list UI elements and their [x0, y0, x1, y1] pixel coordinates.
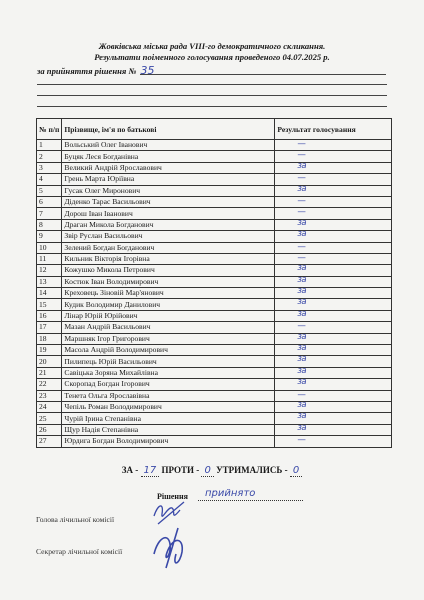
- deputy-name: Дорош Іван Іванович: [62, 208, 275, 219]
- deputy-name: Великий Андрій Ярославович: [62, 162, 275, 173]
- row-number: 7: [37, 208, 62, 219]
- row-number: 1: [37, 140, 62, 151]
- vote-result-cell: [275, 356, 392, 367]
- row-number: 3: [37, 162, 62, 173]
- vote-result-cell: [275, 162, 392, 173]
- table-row: [37, 242, 392, 253]
- row-number: 12: [37, 265, 62, 276]
- table-row: [37, 356, 392, 367]
- row-number: 20: [37, 356, 62, 367]
- for-count: 17: [141, 465, 160, 477]
- table-row: [37, 333, 392, 344]
- table-row: [37, 276, 392, 287]
- vote-mark: за: [297, 287, 307, 297]
- vote-mark: за: [297, 230, 307, 240]
- deputy-name: Юрдига Богдан Володимирович: [62, 436, 275, 447]
- deputy-name: Звір Руслан Васильович: [62, 231, 275, 242]
- table-row: [37, 424, 392, 435]
- vote-result-cell: [275, 208, 392, 219]
- table-header-row: [37, 119, 392, 140]
- vote-mark: за: [297, 162, 307, 171]
- vote-result-cell: [275, 288, 392, 299]
- vote-result-cell: [275, 379, 392, 390]
- voting-date-title: Результати поіменного голосування проведеного 04.07.2025 р.: [94, 52, 330, 62]
- row-number: 16: [37, 310, 62, 321]
- vote-totals: [0, 465, 424, 476]
- deputy-name: Грень Марта Юріївна: [62, 174, 275, 185]
- table-row: [37, 208, 392, 219]
- col-number-header: № п/п: [37, 119, 62, 140]
- vote-mark: —: [297, 253, 306, 263]
- vote-result-cell: [275, 413, 392, 424]
- row-number: 11: [37, 253, 62, 264]
- table-row: [37, 367, 392, 378]
- deputy-name: Кудик Володимир Данилович: [62, 299, 275, 310]
- vote-result-cell: [275, 185, 392, 196]
- table-row: [37, 436, 392, 447]
- decision-label: Рішення: [157, 492, 188, 501]
- table-row: [37, 288, 392, 299]
- decision-dotted-line: [198, 500, 303, 501]
- row-number: 2: [37, 151, 62, 162]
- deputy-name: Гусак Олег Миронович: [62, 185, 275, 196]
- deputy-name: Костюк Іван Володимирович: [62, 276, 275, 287]
- table-row: [37, 299, 392, 310]
- vote-result-cell: [275, 333, 392, 344]
- deputy-name: Зелений Богдан Богданович: [62, 242, 275, 253]
- decision-result: прийнято: [205, 488, 256, 499]
- vote-mark: —: [297, 435, 306, 446]
- row-number: 4: [37, 174, 62, 185]
- council-title: Жовківська міська рада VIII-го демократичного скликання.: [98, 41, 326, 51]
- vote-mark: за: [297, 310, 307, 319]
- vote-result-cell: [275, 367, 392, 378]
- vote-result-cell: [275, 196, 392, 207]
- row-number: 27: [37, 436, 62, 447]
- vote-mark: за: [297, 367, 307, 376]
- vote-mark: за: [297, 424, 307, 433]
- vote-result-cell: [275, 401, 392, 412]
- vote-mark: за: [297, 298, 307, 308]
- vote-mark: —: [297, 139, 306, 149]
- row-number: 18: [37, 333, 62, 344]
- vote-mark: за: [297, 219, 307, 228]
- deputy-name: Тенета Ольга Ярославівна: [62, 390, 275, 401]
- deputy-name: Креховець Зіновій Мар'янович: [62, 288, 275, 299]
- vote-result-cell: [275, 242, 392, 253]
- vote-result-cell: [275, 253, 392, 264]
- table-row: [37, 265, 392, 276]
- vote-result-cell: [275, 151, 392, 162]
- deputy-name: Масола Андрій Володимирович: [62, 345, 275, 356]
- blank-line: [37, 106, 387, 107]
- row-number: 14: [37, 288, 62, 299]
- table-row: [37, 310, 392, 321]
- row-number: 6: [37, 196, 62, 207]
- vote-mark: —: [297, 207, 306, 218]
- vote-mark: —: [297, 390, 306, 400]
- vote-mark: —: [297, 196, 306, 206]
- row-number: 9: [37, 231, 62, 242]
- vote-result-cell: [275, 345, 392, 356]
- vote-result-cell: [275, 390, 392, 401]
- row-number: 26: [37, 424, 62, 435]
- blank-line: [37, 84, 387, 85]
- vote-mark: за: [297, 276, 307, 285]
- deputy-name: Драган Микола Богданович: [62, 219, 275, 230]
- table-row: [37, 140, 392, 151]
- voting-table: [36, 118, 392, 448]
- table-row: [37, 401, 392, 412]
- vote-mark: за: [297, 378, 307, 388]
- vote-mark: —: [297, 173, 306, 184]
- decision-number: 35: [140, 64, 155, 77]
- decision-underline: [140, 74, 386, 75]
- vote-result-cell: [275, 424, 392, 435]
- deputy-name: Мазан Андрій Васильович: [62, 322, 275, 333]
- row-number: 10: [37, 242, 62, 253]
- vote-result-cell: [275, 299, 392, 310]
- row-number: 22: [37, 379, 62, 390]
- decision-number-line: [37, 64, 154, 77]
- against-count: 0: [201, 465, 213, 477]
- deputy-name: Пилипець Юрій Васильович: [62, 356, 275, 367]
- row-number: 19: [37, 345, 62, 356]
- vote-mark: —: [297, 242, 306, 252]
- table-row: [37, 185, 392, 196]
- row-number: 23: [37, 390, 62, 401]
- decision-prefix: за прийняття рішення №: [37, 66, 137, 76]
- row-number: 8: [37, 219, 62, 230]
- vote-mark: за: [297, 185, 307, 194]
- deputy-name: Щур Надія Степанівна: [62, 424, 275, 435]
- row-number: 5: [37, 185, 62, 196]
- table-row: [37, 379, 392, 390]
- vote-result-cell: [275, 322, 392, 333]
- deputy-name: Маршняк Ігор Григорович: [62, 333, 275, 344]
- chair-label: Голова лічильної комісії: [36, 515, 115, 524]
- deputy-name: Вольський Олег Іванович: [62, 140, 275, 151]
- secretary-signature: [148, 524, 198, 572]
- vote-mark: за: [297, 344, 307, 354]
- table-row: [37, 162, 392, 173]
- vote-result-cell: [275, 436, 392, 447]
- table-row: [37, 174, 392, 185]
- table-row: [37, 196, 392, 207]
- table-row: [37, 413, 392, 424]
- vote-result-cell: [275, 140, 392, 151]
- vote-mark: за: [297, 355, 307, 365]
- vote-result-cell: [275, 231, 392, 242]
- vote-mark: за: [297, 412, 307, 422]
- row-number: 21: [37, 367, 62, 378]
- vote-result-cell: [275, 219, 392, 230]
- row-number: 13: [37, 276, 62, 287]
- deputy-name: Буцяк Леся Богданівна: [62, 151, 275, 162]
- deputy-name: Савіцька Зоряна Михайлівна: [62, 367, 275, 378]
- row-number: 24: [37, 401, 62, 412]
- against-label: ПРОТИ -: [161, 465, 200, 475]
- blank-line: [37, 95, 387, 96]
- for-label: ЗА -: [121, 465, 139, 475]
- row-number: 15: [37, 299, 62, 310]
- table-row: [37, 231, 392, 242]
- vote-result-cell: [275, 276, 392, 287]
- deputy-name: Кожушко Микола Петрович: [62, 265, 275, 276]
- table-row: [37, 151, 392, 162]
- deputy-name: Чурій Ірина Степанівна: [62, 413, 275, 424]
- vote-mark: —: [297, 321, 306, 332]
- vote-result-cell: [275, 174, 392, 185]
- vote-mark: за: [297, 264, 307, 274]
- vote-mark: за: [297, 333, 307, 342]
- row-number: 17: [37, 322, 62, 333]
- abstain-count: 0: [290, 465, 302, 477]
- table-row: [37, 390, 392, 401]
- table-row: [37, 345, 392, 356]
- deputy-name: Скоропад Богдан Ігорович: [62, 379, 275, 390]
- table-row: [37, 219, 392, 230]
- deputy-name: Чепіль Роман Володимирович: [62, 401, 275, 412]
- vote-mark: —: [297, 150, 306, 161]
- col-name-header: Прізвище, ім'я по батькові: [62, 119, 275, 140]
- vote-mark: за: [297, 401, 307, 410]
- col-result-header: Результат голосування: [275, 119, 392, 140]
- deputy-name: Лінар Юрій Юрійович: [62, 310, 275, 321]
- abstain-label: УТРИМАЛИСЬ -: [216, 465, 288, 475]
- secretary-label: Секретар лічильної комісії: [36, 547, 123, 556]
- vote-result-cell: [275, 310, 392, 321]
- table-row: [37, 253, 392, 264]
- row-number: 25: [37, 413, 62, 424]
- deputy-name: Кильник Вікторія Ігорівна: [62, 253, 275, 264]
- table-row: [37, 322, 392, 333]
- deputy-name: Діденко Тарас Васильович: [62, 196, 275, 207]
- vote-result-cell: [275, 265, 392, 276]
